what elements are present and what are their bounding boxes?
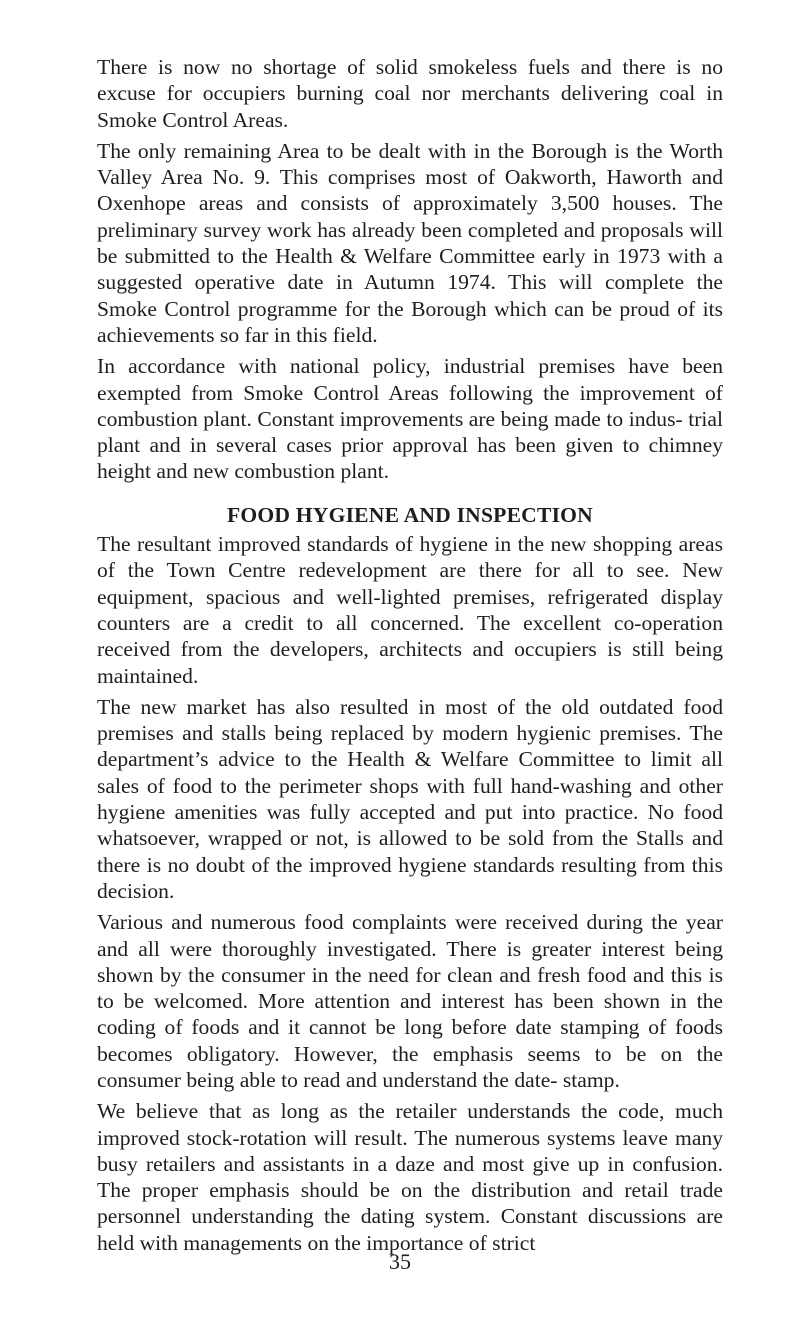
paragraph-food-complaints: Various and numerous food complaints were received during the year and all were thoroughly investigated. There is greater interest being shown by the consumer in the need for clean and fresh food and this is to be welcomed. More attention and interest has been shown in the coding of foods and it cannot be long before date stamping of foods becomes obligatory. However, the emphasis seems to be on the consumer being able to read and understand the date- stamp. (97, 910, 723, 1092)
document-page (97, 54, 723, 1261)
paragraph-retailer-code: We believe that as long as the retailer understands the code, much improved stock-rotation will result. The numerous systems leave many busy retailers and assistants in a daze and most give up in confusion. The proper emphasis should be on the distribution and retail trade personnel understanding the dating system. Constant discussions are held with managements on the importance of strict (97, 1099, 723, 1255)
paragraph-worth-valley: The only remaining Area to be dealt with in the Borough is the Worth Valley Area No. 9. This comprises most of Oakworth, Haworth and Oxenhope areas and consists of approximately 3,500 houses. The preliminary survey work has already been completed and proposals will be submitted to the Health & Welfare Committee early in 1973 with a suggested operative date in Autumn 1974. This will complete the Smoke Control programme for the Borough which can be proud of its achievements so far in this field. (97, 138, 723, 347)
paragraph-new-market: The new market has also resulted in most of the old outdated food premises and stalls being replaced by modern hygienic premises. The department’s advice to the Health & Welfare Committee to limit all sales of food to the perimeter shops with full hand-washing and other hygiene amenities was fully accepted and put into practice. No food whatsoever, wrapped or not, is allowed to be sold from the Stalls and there is no doubt of the improved hygiene standards resulting from this decision. (97, 694, 723, 903)
paragraph-town-centre: The resultant improved standards of hygiene in the new shopping areas of the Town Centre redevelopment are there for all to see. New equipment, spacious and well-lighted premises, refrigerated display counters are a credit to all concerned. The excellent co-operation received from the developers, architects and occupiers is still being maintained. (97, 532, 723, 688)
paragraph-smokeless-fuels: There is now no shortage of solid smokeless fuels and there is no excuse for occupiers burning coal nor merchants delivering coal in Smoke Control Areas. (97, 55, 723, 132)
section-heading: FOOD HYGIENE AND INSPECTION (227, 502, 593, 527)
paragraph-industrial-premises: In accordance with national policy, industrial premises have been exempted from Smoke Control Areas following the improvement of combustion plant. Constant improvements are being made to indus- trial plant and in several cases prior approval has been given to chimney height and new combustion plant. (97, 354, 723, 484)
page-number: 35 (389, 1249, 411, 1274)
